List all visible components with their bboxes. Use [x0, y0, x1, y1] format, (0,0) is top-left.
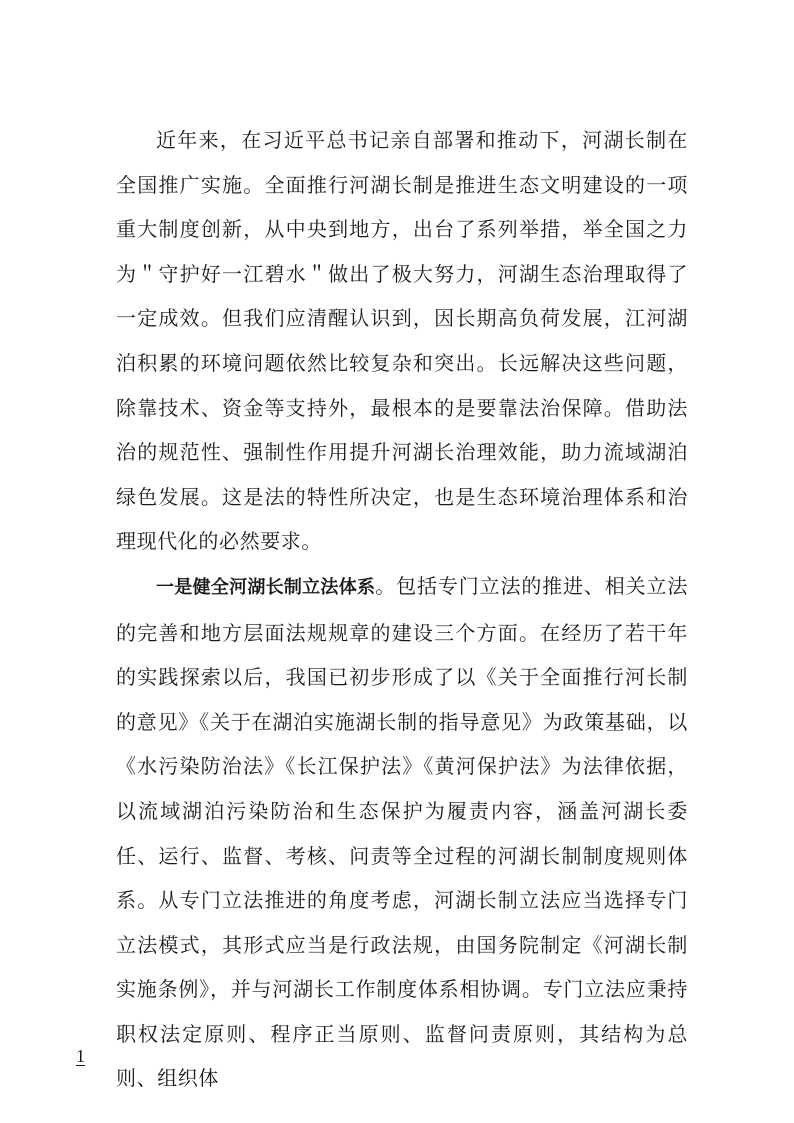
paragraph-lead-heading: 一是健全河湖长制立法体系: [156, 576, 376, 598]
page-number: 1: [76, 1046, 85, 1066]
paragraph-legislation-body: 。包括专门立法的推进、相关立法的完善和地方层面法规规章的建设三个方面。在经历了若干年的实践探索以后，我国已初步形成了以《关于全面推行河长制的意见》《关于在湖泊实施湖长制的指导意见》为政策基础，以《水污染防治法》《长江保护法》《黄河保护法》为法律依据，以流域湖泊污染防治和生态保护为履责内容，涵盖河湖长委任、运行、监督、考核、问责等全过程的河湖长制制度规则体系。从专门立法推进的角度考虑，河湖长制立法应当选择专门立法模式，其形式应当是行政法规，由国务院制定《河湖长制实施条例》，并与河湖长工作制度体系相协调。专门立法应秉持职权法定原则、程序正当原则、监督问责原则，其结构为总则、组织体: [116, 573, 689, 1091]
paragraph-legislation: [116, 564, 688, 1101]
paragraph-intro: 近年来，在习近平总书记亲自部署和推动下，河湖长制在全国推广实施。全面推行河湖长制是推进生态文明建设的一项重大制度创新，从中央到地方，出台了系列举措，举全国之力为＂守护好一江碧水＂做出了极大努力，河湖生态治理取得了一定成效。但我们应清醒认识到，因长期高负荷发展，江河湖泊积累的环境问题依然比较复杂和突出。长远解决这些问题，除靠技术、资金等支持外，最根本的是要靠法治保障。借助法治的规范性、强制性作用提升河湖长治理效能，助力流域湖泊绿色发展。这是法的特性所决定，也是生态环境治理体系和治理现代化的必然要求。: [116, 128, 688, 554]
document-body: [116, 118, 688, 1101]
